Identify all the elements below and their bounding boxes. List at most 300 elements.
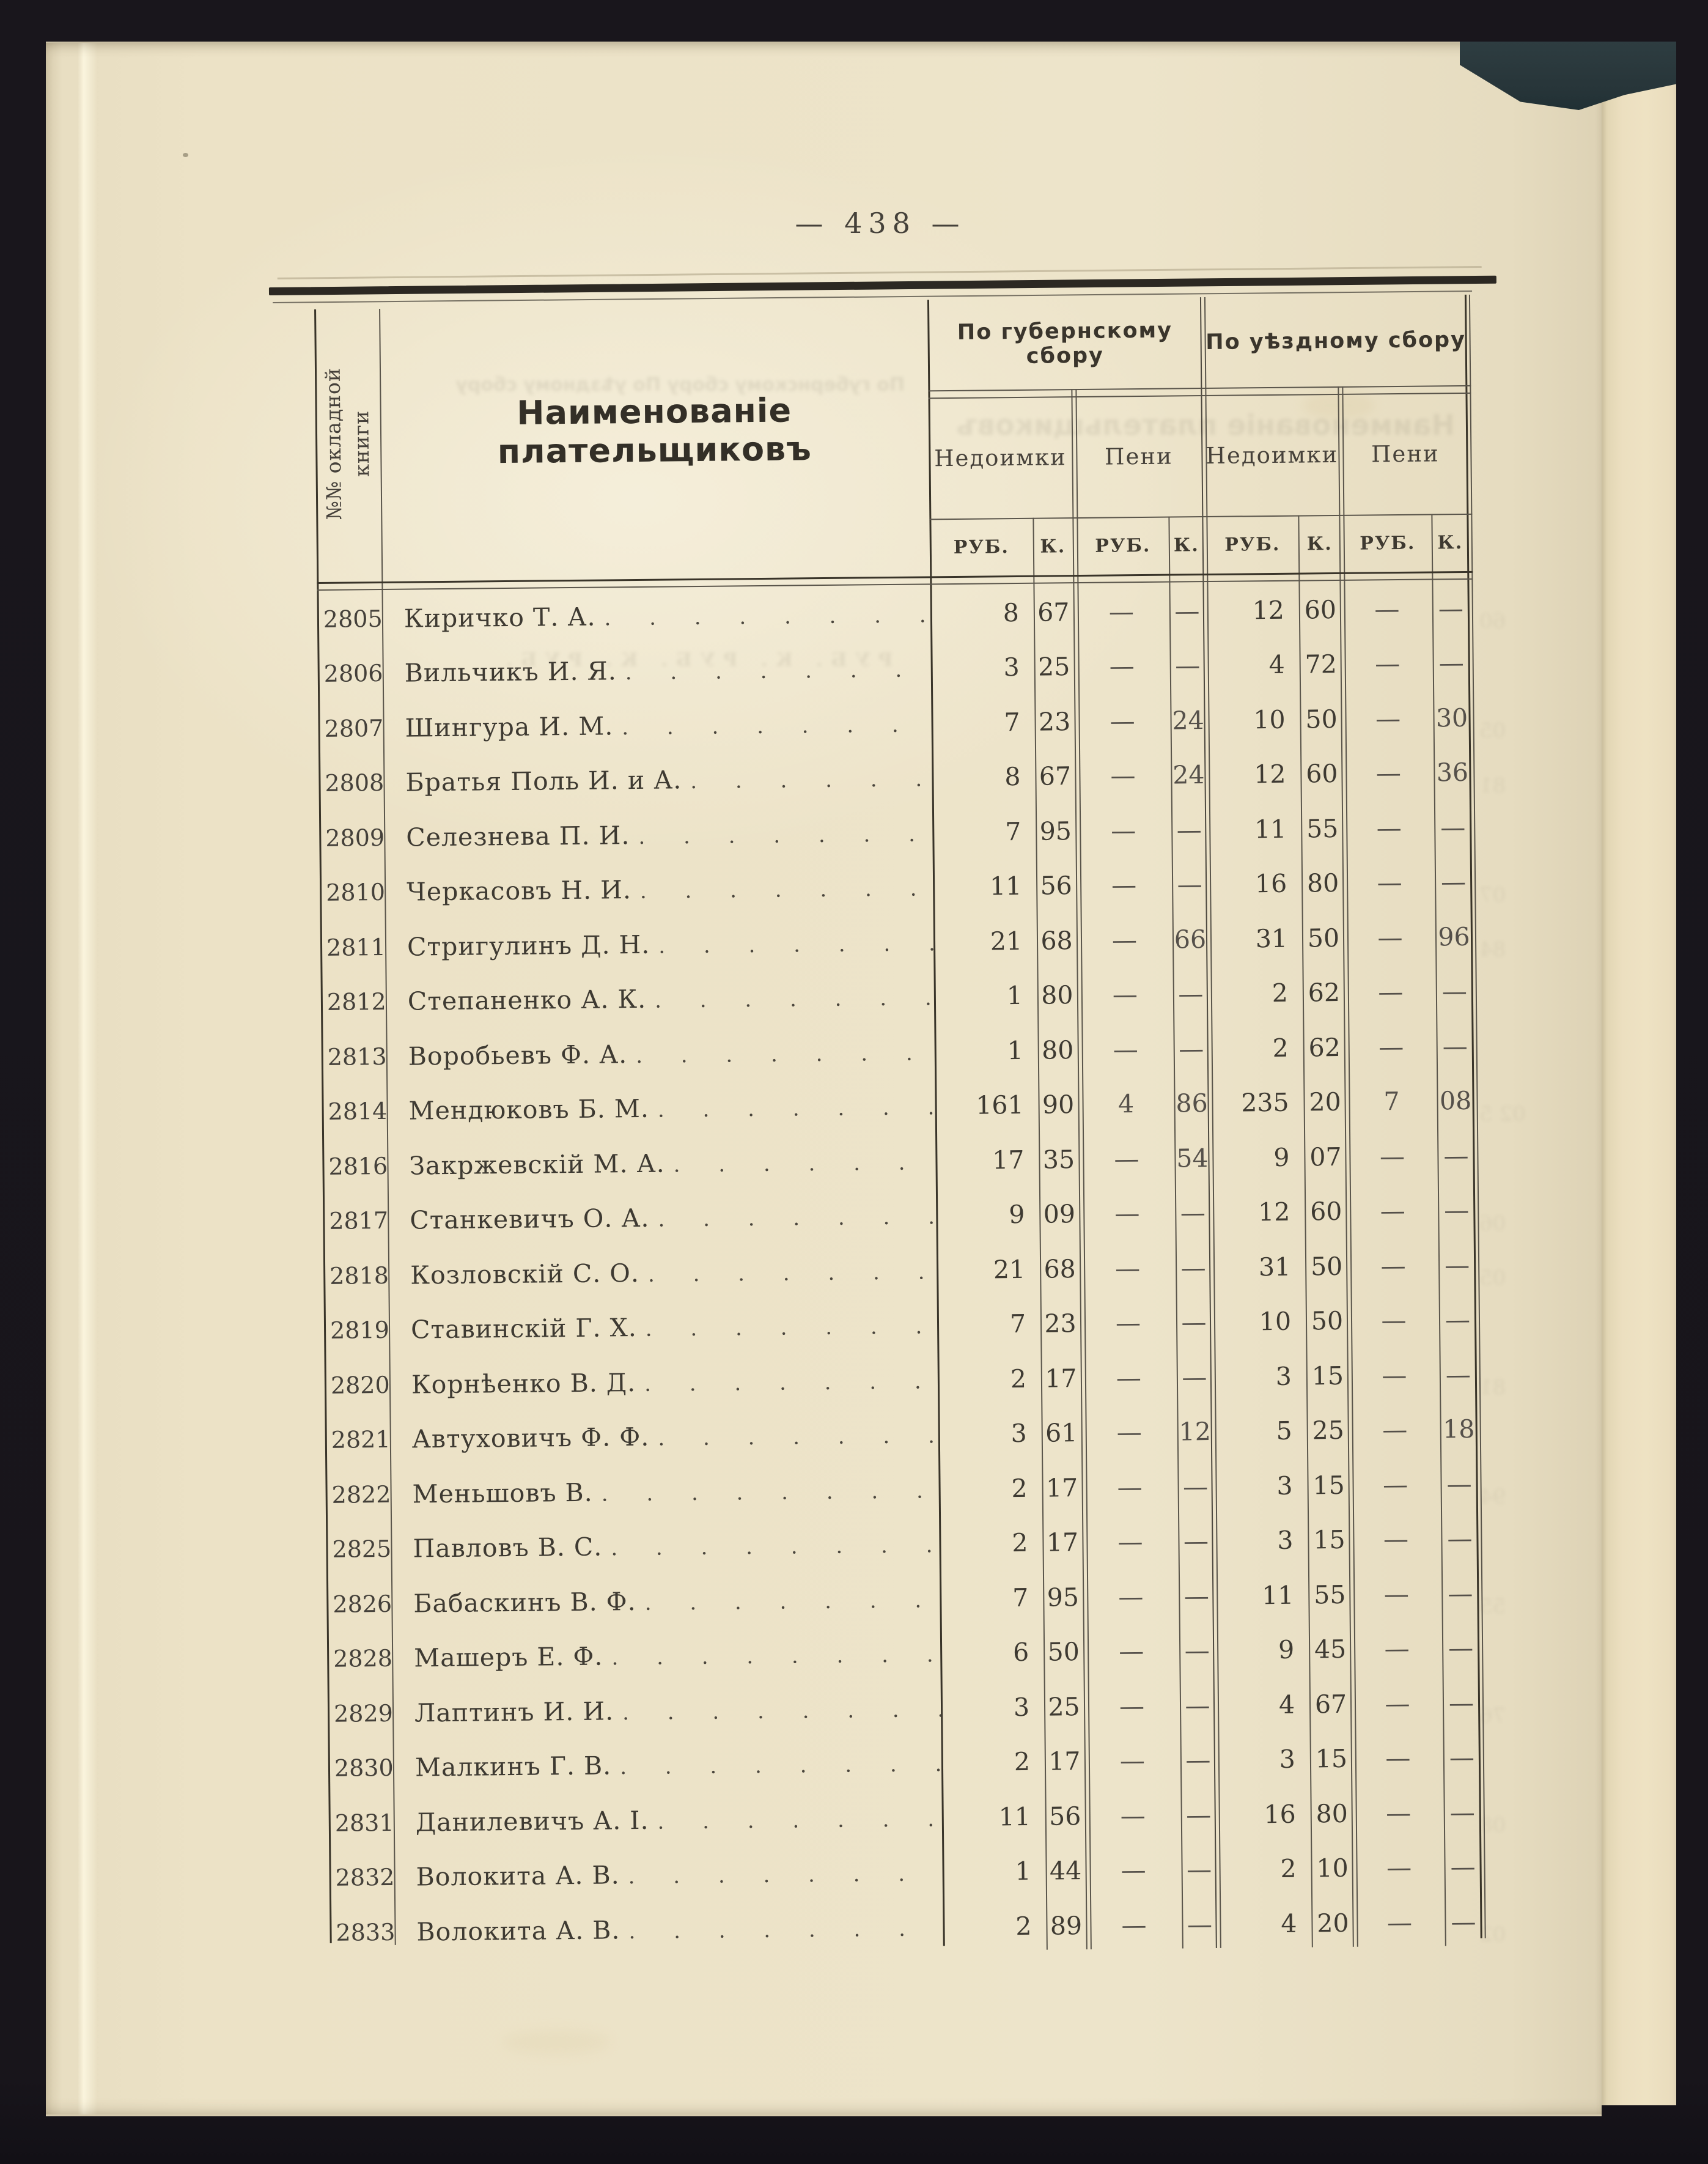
dot-leader xyxy=(658,931,933,958)
row-number: 2831 xyxy=(334,1809,394,1837)
gub-penalties-kop: — xyxy=(1180,1252,1206,1283)
row-number: 2806 xyxy=(323,660,383,688)
gub-arrears-kop: 23 xyxy=(1044,1309,1077,1339)
uezd-penalties-rub: — xyxy=(1386,1907,1413,1938)
gub-penalties-kop: 54 xyxy=(1176,1143,1209,1173)
dot-leader xyxy=(690,767,932,794)
payer-name: Волокита А. В. xyxy=(416,1860,620,1892)
gub-arrears-kop: 17 xyxy=(1045,1363,1077,1394)
gub-arrears-kop: 80 xyxy=(1041,1035,1074,1065)
row-number: 2808 xyxy=(325,769,385,797)
uezd-arrears-kop: 25 xyxy=(1312,1416,1345,1446)
dot-leader xyxy=(658,1205,936,1232)
gub-arrears-rub: 2 xyxy=(1011,1473,1028,1503)
gub-penalties-kop: 24 xyxy=(1172,760,1205,790)
uezd-penalties-kop: — xyxy=(1438,648,1464,678)
payer-name-cell xyxy=(392,1693,941,1728)
uezd-arrears-rub: 12 xyxy=(1252,595,1285,626)
gub-penalties-kop: 12 xyxy=(1179,1417,1212,1447)
uezd-arrears-rub: 16 xyxy=(1254,869,1287,899)
payer-name: Бабаскинъ В. Ф. xyxy=(413,1586,636,1619)
uezd-penalties-rub: — xyxy=(1386,1853,1412,1883)
uezd-penalties-rub: — xyxy=(1382,1360,1407,1390)
gub-arrears-rub: 1 xyxy=(1007,1035,1023,1065)
payer-name-cell xyxy=(386,1091,935,1126)
uezd-penalties-kop: — xyxy=(1448,1578,1473,1609)
gub-penalties-rub: — xyxy=(1121,1910,1147,1940)
gub-penalties-kop: — xyxy=(1186,1855,1212,1885)
uezd-arrears-kop: 15 xyxy=(1311,1361,1344,1391)
uezd-penalties-rub: — xyxy=(1377,922,1403,953)
gub-penalties-rub: — xyxy=(1118,1636,1144,1666)
gub-arrears-kop: 67 xyxy=(1039,761,1072,791)
payer-name: Павловъ В. С. xyxy=(413,1532,603,1564)
row-number: 2830 xyxy=(334,1754,394,1782)
row-number: 2814 xyxy=(328,1098,388,1126)
dot-leader xyxy=(655,986,934,1013)
uezd-penalties-rub: — xyxy=(1378,977,1404,1007)
payer-name: Машеръ Е. Ф. xyxy=(414,1641,603,1673)
gub-penalties-kop: — xyxy=(1182,1471,1209,1502)
gub-arrears-rub: 7 xyxy=(1004,707,1020,737)
payer-name-cell xyxy=(383,654,931,689)
uezd-penalties-rub: — xyxy=(1374,594,1400,624)
uezd-penalties-rub: — xyxy=(1377,868,1402,898)
row-number: 2833 xyxy=(336,1918,396,1946)
gub-penalties-rub: — xyxy=(1114,1143,1139,1174)
row-number: 2816 xyxy=(328,1152,388,1180)
payer-name-cell xyxy=(383,708,931,743)
dot-leader xyxy=(640,877,933,904)
uezd-penalties-kop: 30 xyxy=(1435,703,1468,733)
payer-name-cell xyxy=(392,1639,940,1674)
gub-arrears-kop: 09 xyxy=(1043,1199,1076,1229)
gub-penalties-kop: — xyxy=(1181,1307,1207,1337)
payer-name: Козловскій С. О. xyxy=(410,1258,640,1290)
uezd-arrears-kop: 20 xyxy=(1317,1908,1349,1938)
dot-leader xyxy=(625,658,931,685)
uezd-arrears-rub: 4 xyxy=(1278,1689,1295,1719)
uezd-arrears-rub: 5 xyxy=(1276,1416,1292,1446)
gub-penalties-kop: — xyxy=(1186,1800,1212,1830)
payer-name: Меньшовъ В. xyxy=(412,1477,593,1509)
gub-penalties-kop: — xyxy=(1185,1745,1211,1775)
payer-name-cell xyxy=(386,982,934,1017)
dot-leader xyxy=(673,1150,935,1177)
uezd-arrears-rub: 3 xyxy=(1276,1471,1293,1501)
gub-penalties-rub: — xyxy=(1117,1472,1143,1502)
uezd-penalties-rub: — xyxy=(1385,1743,1411,1773)
uezd-arrears-rub: 10 xyxy=(1253,704,1286,735)
uezd-penalties-rub: — xyxy=(1384,1634,1410,1664)
uezd-arrears-kop: 15 xyxy=(1313,1525,1345,1555)
uezd-arrears-rub: 12 xyxy=(1254,759,1286,789)
gub-penalties-kop: — xyxy=(1174,651,1201,681)
row-number: 2820 xyxy=(330,1371,390,1399)
row-number: 2829 xyxy=(333,1699,394,1727)
gub-arrears-rub: 17 xyxy=(992,1145,1025,1175)
gub-penalties-rub: — xyxy=(1110,706,1135,736)
gub-arrears-kop: 25 xyxy=(1048,1691,1080,1722)
subheader-penalties-gub: Пени xyxy=(1104,443,1173,470)
uezd-arrears-rub: 11 xyxy=(1254,814,1287,844)
payer-name-cell xyxy=(385,873,933,907)
uezd-penalties-kop: — xyxy=(1443,1140,1469,1171)
dot-leader xyxy=(658,1424,938,1451)
payer-name: Черкасовъ Н. И. xyxy=(406,875,632,907)
payer-name-cell xyxy=(385,927,933,962)
payer-name: Ставинскій Г. Х. xyxy=(410,1313,638,1345)
uezd-penalties-kop: — xyxy=(1449,1743,1475,1773)
gub-arrears-rub: 8 xyxy=(1004,762,1021,792)
payer-name-cell xyxy=(387,1146,935,1181)
gub-penalties-kop: 66 xyxy=(1174,924,1207,955)
row-number: 2817 xyxy=(329,1207,389,1235)
uezd-arrears-kop: 50 xyxy=(1310,1251,1343,1282)
gub-penalties-kop: — xyxy=(1185,1690,1210,1721)
payer-name-cell xyxy=(394,1858,942,1893)
uezd-arrears-kop: 60 xyxy=(1304,594,1337,625)
row-number: 2818 xyxy=(329,1261,389,1290)
uezd-arrears-rub: 4 xyxy=(1268,650,1285,680)
uezd-penalties-rub: — xyxy=(1380,1196,1406,1226)
gub-penalties-rub: — xyxy=(1112,980,1138,1010)
uezd-arrears-kop: 55 xyxy=(1313,1579,1346,1610)
uezd-arrears-kop: 15 xyxy=(1312,1470,1345,1501)
payer-name: Корнѣенко В. Д. xyxy=(411,1367,636,1400)
gub-penalties-rub: — xyxy=(1109,651,1135,681)
uezd-arrears-kop: 80 xyxy=(1316,1798,1349,1829)
gub-arrears-kop: 44 xyxy=(1049,1856,1082,1886)
payer-name: Малкинъ Г. В. xyxy=(414,1751,612,1782)
payer-name: Шингура И. М. xyxy=(405,711,614,743)
paper-stain xyxy=(501,2030,611,2055)
uezd-penalties-kop: — xyxy=(1440,867,1467,897)
uezd-penalties-kop: — xyxy=(1446,1469,1472,1499)
payer-name: Киричко Т. А. xyxy=(403,602,596,633)
payer-name-cell xyxy=(391,1529,939,1564)
gub-arrears-rub: 21 xyxy=(990,926,1023,956)
unit-k-3: К. xyxy=(1306,533,1333,555)
payer-name: Лаптинъ И. И. xyxy=(414,1696,614,1728)
uezd-penalties-kop: — xyxy=(1444,1250,1470,1280)
row-number: 2811 xyxy=(326,933,386,961)
uezd-penalties-kop: — xyxy=(1440,812,1466,843)
dot-leader xyxy=(611,1534,940,1561)
table-row xyxy=(329,1894,1485,1960)
uezd-penalties-rub: — xyxy=(1380,1250,1406,1281)
gub-penalties-rub: — xyxy=(1108,596,1135,627)
gub-arrears-rub: 7 xyxy=(1012,1582,1029,1612)
uezd-arrears-rub: 2 xyxy=(1280,1853,1297,1884)
uezd-penalties-kop: — xyxy=(1445,1305,1471,1335)
adjacent-page-edge xyxy=(1602,61,1676,2105)
uezd-penalties-rub: — xyxy=(1386,1798,1412,1828)
row-number: 2832 xyxy=(335,1864,395,1892)
uezd-penalties-rub: 7 xyxy=(1383,1087,1400,1117)
payer-name-cell xyxy=(389,1310,937,1345)
uezd-penalties-rub: — xyxy=(1375,758,1402,788)
payer-name: Мендюковъ Б. М. xyxy=(408,1094,650,1126)
gub-arrears-rub: 8 xyxy=(1003,597,1020,627)
gub-arrears-rub: 3 xyxy=(1010,1419,1027,1449)
uezd-penalties-rub: — xyxy=(1382,1415,1408,1445)
gub-penalties-kop: — xyxy=(1174,596,1200,626)
name-column-header: Наименованіе плательщиковъ xyxy=(497,391,812,471)
gub-arrears-rub: 2 xyxy=(1014,1747,1031,1777)
paper-speck xyxy=(183,153,188,157)
payer-name-cell xyxy=(391,1584,940,1619)
subheader-arrears-uezd: Недоимки xyxy=(1206,441,1339,469)
dot-leader xyxy=(638,822,932,849)
gub-penalties-rub: — xyxy=(1114,1198,1140,1228)
gub-penalties-rub: — xyxy=(1117,1527,1143,1557)
uezd-arrears-kop: 55 xyxy=(1306,813,1339,844)
gub-arrears-rub: 3 xyxy=(1003,652,1020,682)
gub-penalties-rub: — xyxy=(1111,870,1137,900)
gub-arrears-rub: 11 xyxy=(989,871,1022,901)
subheader-arrears-gub: Недоимки xyxy=(933,443,1067,471)
dot-leader xyxy=(622,1697,941,1725)
row-number: 2819 xyxy=(329,1316,390,1345)
gub-arrears-rub: 2 xyxy=(1010,1364,1027,1394)
gub-penalties-kop: — xyxy=(1184,1636,1210,1666)
uezd-arrears-rub: 2 xyxy=(1272,978,1289,1008)
gub-penalties-rub: — xyxy=(1118,1581,1144,1612)
gub-arrears-rub: 7 xyxy=(1004,816,1021,846)
gub-arrears-kop: 17 xyxy=(1048,1746,1081,1776)
unit-k-2: К. xyxy=(1173,534,1199,556)
uezd-penalties-rub: — xyxy=(1374,649,1401,679)
table-body xyxy=(317,581,1484,1960)
uezd-penalties-rub: — xyxy=(1383,1579,1410,1609)
gub-penalties-kop: 24 xyxy=(1172,705,1204,736)
uezd-penalties-rub: — xyxy=(1381,1305,1407,1335)
gub-penalties-kop: — xyxy=(1182,1362,1207,1392)
dot-leader xyxy=(602,1479,939,1506)
uezd-arrears-kop: 80 xyxy=(1306,868,1339,898)
uezd-arrears-kop: 50 xyxy=(1305,704,1338,734)
no-header-line2: книги xyxy=(349,410,374,477)
uezd-arrears-rub: 10 xyxy=(1259,1306,1292,1337)
gub-penalties-rub: — xyxy=(1114,1253,1141,1283)
dot-leader xyxy=(620,1752,941,1780)
uezd-arrears-rub: 31 xyxy=(1255,923,1288,954)
gub-arrears-rub: 161 xyxy=(976,1090,1024,1120)
dot-leader xyxy=(628,1862,942,1889)
payer-name-cell xyxy=(390,1420,938,1455)
payer-name: Степаненко А. К. xyxy=(407,984,647,1016)
uezd-penalties-kop: — xyxy=(1438,593,1464,624)
no-column-header xyxy=(314,305,381,582)
payer-name-cell xyxy=(393,1748,941,1783)
gub-arrears-kop: 23 xyxy=(1038,706,1071,737)
gub-arrears-rub: 11 xyxy=(998,1801,1031,1832)
unit-rub-1: РУБ. xyxy=(953,536,1009,558)
row-number: 2822 xyxy=(331,1480,391,1509)
uezd-arrears-rub: 11 xyxy=(1261,1580,1294,1610)
no-header-line1: №№ окладной xyxy=(320,367,347,520)
gub-arrears-rub: 1 xyxy=(1015,1856,1031,1886)
uezd-arrears-rub: 3 xyxy=(1277,1525,1294,1556)
row-number: 2825 xyxy=(332,1535,392,1564)
gub-arrears-kop: 80 xyxy=(1041,980,1073,1010)
payer-name: Селезнева П. И. xyxy=(406,820,630,852)
unit-rub-2: РУБ. xyxy=(1095,534,1151,557)
gub-penalties-rub: — xyxy=(1116,1417,1142,1447)
payer-name: Закржевскій М. А. xyxy=(409,1148,665,1181)
gub-penalties-rub: — xyxy=(1111,815,1136,846)
row-number: 2805 xyxy=(323,605,383,633)
payer-name-cell xyxy=(384,818,932,852)
gub-penalties-kop: — xyxy=(1176,814,1202,845)
gub-arrears-rub: 1 xyxy=(1006,981,1023,1011)
gub-penalties-rub: — xyxy=(1113,1034,1138,1065)
dot-leader xyxy=(636,1041,935,1068)
payer-name-cell xyxy=(388,1201,936,1236)
gub-arrears-rub: 7 xyxy=(1009,1309,1026,1339)
gub-arrears-rub: 2 xyxy=(1012,1528,1028,1558)
gub-penalties-rub: — xyxy=(1115,1308,1141,1338)
dot-leader xyxy=(658,1096,935,1123)
uezd-penalties-kop: — xyxy=(1445,1359,1471,1390)
gub-arrears-kop: 25 xyxy=(1037,652,1070,682)
gub-arrears-kop: 90 xyxy=(1042,1090,1075,1120)
uezd-penalties-rub: — xyxy=(1378,1032,1404,1062)
payer-name: Вильчикъ И. Я. xyxy=(404,656,617,688)
gub-penalties-kop: — xyxy=(1187,1909,1213,1940)
dot-leader xyxy=(611,1643,940,1671)
uezd-arrears-rub: 3 xyxy=(1279,1744,1296,1774)
gub-arrears-kop: 89 xyxy=(1050,1910,1083,1941)
uezd-penalties-kop: 18 xyxy=(1442,1414,1475,1444)
uezd-arrears-rub: 9 xyxy=(1273,1142,1290,1172)
gub-arrears-kop: 95 xyxy=(1047,1582,1080,1612)
row-number: 2813 xyxy=(327,1043,387,1071)
gub-arrears-rub: 6 xyxy=(1012,1638,1029,1667)
unit-k-4: К. xyxy=(1437,531,1463,553)
uezd-arrears-kop: 10 xyxy=(1316,1853,1349,1883)
uezd-penalties-rub: — xyxy=(1382,1469,1408,1500)
payer-name-cell xyxy=(394,1912,943,1947)
gub-arrears-kop: 68 xyxy=(1044,1254,1076,1284)
gub-penalties-kop: 86 xyxy=(1176,1088,1208,1118)
dot-leader xyxy=(645,1588,940,1616)
payer-name: Станкевичъ О. А. xyxy=(410,1203,650,1235)
gub-arrears-kop: 17 xyxy=(1046,1527,1079,1557)
gub-arrears-rub: 9 xyxy=(1008,1200,1025,1230)
payer-name-cell xyxy=(394,1803,942,1837)
gub-penalties-rub: — xyxy=(1110,761,1136,791)
uezd-arrears-rub: 16 xyxy=(1264,1799,1296,1829)
uezd-penalties-rub: — xyxy=(1376,813,1402,843)
section-header-uezd: По уѣздному сбору xyxy=(1206,327,1467,355)
uezd-arrears-kop: 45 xyxy=(1314,1634,1347,1664)
row-number: 2812 xyxy=(326,988,386,1016)
uezd-penalties-kop: — xyxy=(1441,977,1468,1006)
gub-arrears-kop: 95 xyxy=(1039,816,1072,846)
payer-name-cell xyxy=(383,763,932,798)
gub-penalties-kop: — xyxy=(1180,1198,1206,1228)
uezd-penalties-kop: — xyxy=(1448,1688,1474,1718)
uezd-arrears-kop: 62 xyxy=(1308,1032,1341,1063)
uezd-arrears-kop: 07 xyxy=(1309,1142,1342,1172)
uezd-arrears-rub: 2 xyxy=(1272,1033,1289,1063)
payer-name: Братья Поль И. и А. xyxy=(405,765,682,797)
payer-name: Воробьевъ Ф. А. xyxy=(408,1039,628,1071)
dot-leader xyxy=(646,1315,938,1342)
payer-name-cell xyxy=(382,599,930,633)
uezd-arrears-rub: 9 xyxy=(1278,1634,1295,1665)
uezd-arrears-rub: 31 xyxy=(1258,1252,1291,1282)
gub-arrears-kop: 61 xyxy=(1045,1418,1078,1448)
gub-penalties-kop: — xyxy=(1183,1526,1209,1556)
row-number: 2810 xyxy=(326,879,386,907)
row-number: 2828 xyxy=(333,1645,393,1673)
uezd-penalties-kop: 08 xyxy=(1439,1086,1472,1116)
dot-leader xyxy=(622,712,932,740)
uezd-penalties-kop: 36 xyxy=(1436,758,1469,788)
payer-name: Волокита А. В. xyxy=(416,1915,620,1947)
gub-arrears-rub: 3 xyxy=(1013,1692,1030,1722)
uezd-penalties-kop: — xyxy=(1451,1907,1476,1937)
dot-leader xyxy=(657,1807,942,1834)
uezd-penalties-rub: — xyxy=(1375,703,1401,734)
uezd-penalties-kop: 96 xyxy=(1438,921,1470,952)
payer-name-cell xyxy=(388,1255,937,1290)
subheader-penalties-uezd: Пени xyxy=(1371,440,1440,467)
uezd-arrears-kop: 50 xyxy=(1311,1306,1344,1336)
uezd-penalties-kop: — xyxy=(1444,1195,1470,1225)
uezd-arrears-kop: 72 xyxy=(1305,649,1338,679)
gub-arrears-kop: 50 xyxy=(1047,1637,1080,1667)
unit-rub-3: РУБ. xyxy=(1224,533,1281,556)
gub-arrears-kop: 56 xyxy=(1048,1801,1081,1831)
row-number: 2826 xyxy=(333,1590,392,1618)
uezd-penalties-rub: — xyxy=(1383,1524,1409,1554)
uezd-arrears-kop: 67 xyxy=(1314,1689,1347,1719)
payer-name-cell xyxy=(389,1365,938,1400)
row-number: 2809 xyxy=(325,824,385,852)
gub-penalties-rub: — xyxy=(1121,1855,1146,1885)
row-number: 2821 xyxy=(331,1426,391,1454)
uezd-penalties-kop: — xyxy=(1449,1797,1475,1828)
uezd-arrears-kop: 20 xyxy=(1309,1087,1341,1117)
dot-leader xyxy=(628,1916,943,1944)
gub-penalties-rub: — xyxy=(1120,1800,1146,1831)
dot-leader xyxy=(644,1369,938,1397)
section-header-gub: По губернскому сбору xyxy=(957,318,1173,369)
gub-penalties-kop: — xyxy=(1177,870,1202,899)
uezd-arrears-kop: 62 xyxy=(1308,978,1341,1008)
gub-penalties-rub: 4 xyxy=(1117,1089,1135,1119)
row-number: 2807 xyxy=(324,714,384,742)
gub-arrears-kop: 17 xyxy=(1045,1472,1078,1503)
dot-leader xyxy=(604,603,930,630)
uezd-penalties-rub: — xyxy=(1379,1141,1405,1172)
gub-arrears-kop: 67 xyxy=(1037,597,1070,627)
dot-leader xyxy=(648,1260,937,1287)
payer-name: Стригулинъ Д. Н. xyxy=(407,929,650,962)
gub-arrears-rub: 21 xyxy=(993,1254,1026,1285)
uezd-arrears-rub: 12 xyxy=(1257,1197,1290,1227)
payer-name: Данилевичъ А. І. xyxy=(415,1805,649,1837)
unit-rub-4: РУБ. xyxy=(1360,532,1416,555)
arrears-table xyxy=(314,295,1486,1960)
gub-penalties-rub: — xyxy=(1119,1691,1145,1721)
uezd-arrears-kop: 60 xyxy=(1309,1197,1342,1227)
uezd-arrears-rub: 3 xyxy=(1275,1361,1292,1391)
